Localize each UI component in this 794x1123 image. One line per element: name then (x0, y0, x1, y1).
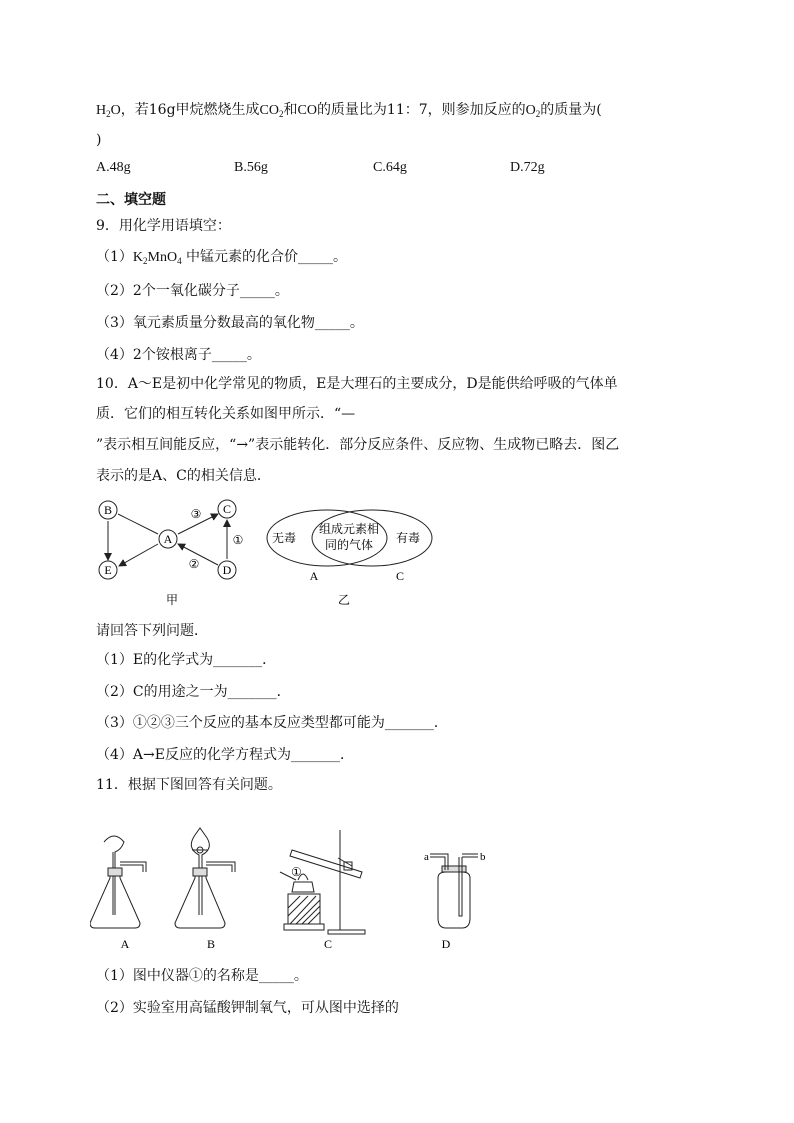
node-b (99, 501, 117, 519)
node-e (99, 561, 117, 579)
venn-center-line1: 组成元素相 (318, 522, 380, 536)
q9-item-1: $(1)K_2MnO_4$ 中锰元素的化合价_____。 (96, 249, 348, 266)
co-formula: CO (297, 103, 317, 118)
marker-1: ① (291, 865, 302, 879)
q8-option-c: C.64g (373, 160, 407, 175)
q10-sub-1: （1）E的化学式为_______． (96, 652, 277, 668)
label-3: ③ (190, 507, 202, 521)
q9-item-3: （3）氧元素质量分数最高的氧化物_____。 (96, 315, 364, 331)
co2-formula: $CO_2$ (259, 103, 284, 119)
q9-item-4: （4）2个铵根离子_____。 (96, 347, 261, 363)
k2mno4-formula: $K_2MnO_4$ (132, 250, 182, 266)
diagram-yi (262, 508, 442, 608)
q8-option-a: A.48g (96, 160, 131, 175)
node-d (218, 561, 236, 579)
svg-text:B: B (103, 503, 113, 517)
venn-label-a: A (309, 569, 319, 583)
q10-sub-4: （4）A→E反应的化学方程式为_______． (96, 747, 354, 763)
q10-sub-3: （3）①②③三个反应的基本反应类型都可能为_______． (96, 715, 448, 731)
port-b-label: b (480, 851, 486, 863)
label-b: B (206, 937, 216, 951)
o2-formula: $O_2$ (525, 103, 541, 119)
q9-stem: 9．用化学用语填空： (96, 218, 231, 234)
q10-line-1: 10．A～E是初中化学常见的物质，E是大理石的主要成分，D是能供给呼吸的气体单 (96, 376, 618, 392)
q8-close-paren: ) (96, 132, 102, 148)
label-d: D (441, 937, 451, 951)
h2o-formula: $H_2O$ (96, 103, 121, 119)
q10-prompt: 请回答下列问题． (96, 623, 208, 639)
svg-text:C: C (222, 502, 232, 516)
apparatus-c (280, 830, 365, 934)
q8-option-b: B.56g (234, 160, 268, 175)
label-2: ② (188, 557, 200, 571)
node-a (159, 530, 177, 548)
port-a-label: a (424, 851, 429, 863)
caption-jia: 甲 (165, 593, 179, 607)
edge-a-e (119, 544, 158, 566)
q11-stem: 11．根据下图回答有关问题。 (96, 777, 282, 793)
svg-text:E: E (104, 563, 112, 577)
diagram-jia (90, 494, 260, 609)
q10-line-3: ”表示相互间能反应，“→”表示能转化．部分反应条件、反应物、生成物已略去．图乙 (96, 437, 620, 453)
label-a: A (120, 937, 130, 951)
venn-left-text: 无毒 (271, 531, 297, 545)
label-c: C (323, 937, 333, 951)
label-1: ① (232, 533, 244, 547)
caption-yi: 乙 (337, 593, 351, 607)
q11-sub-1: （1）图中仪器①的名称是_____。 (96, 968, 308, 984)
venn-label-c: C (395, 569, 405, 583)
apparatus-d (430, 854, 478, 928)
apparatus-a (90, 836, 146, 928)
q10-sub-2: （2）C的用途之一为_______． (96, 684, 291, 700)
venn-center-line2: 同的气体 (324, 538, 374, 552)
q8-stem-line: $H_2O$，若16g甲烷燃烧生成$CO_2$和CO的质量比为11：7，则参加反应的$O_2$的质量为( (96, 102, 602, 119)
node-c (218, 500, 236, 518)
q8-option-d: D.72g (510, 160, 545, 175)
q10-line-4: 表示的是A、C的相关信息． (96, 468, 271, 484)
section-title: 二、填空题 (96, 192, 166, 208)
q10-line-2: 质．它们的相互转化关系如图甲所示．“— (96, 406, 356, 422)
svg-text:D: D (222, 563, 232, 577)
edge-b-a (118, 514, 158, 534)
svg-text:A: A (163, 532, 173, 546)
q11-sub-2: （2）实验室用高锰酸钾制氧气，可从图中选择的 (96, 1000, 399, 1016)
apparatus-figure (90, 820, 510, 955)
venn-right-text: 有毒 (395, 531, 421, 545)
q9-item-2: （2）2个一氧化碳分子_____。 (96, 283, 289, 299)
apparatus-b (175, 828, 235, 928)
